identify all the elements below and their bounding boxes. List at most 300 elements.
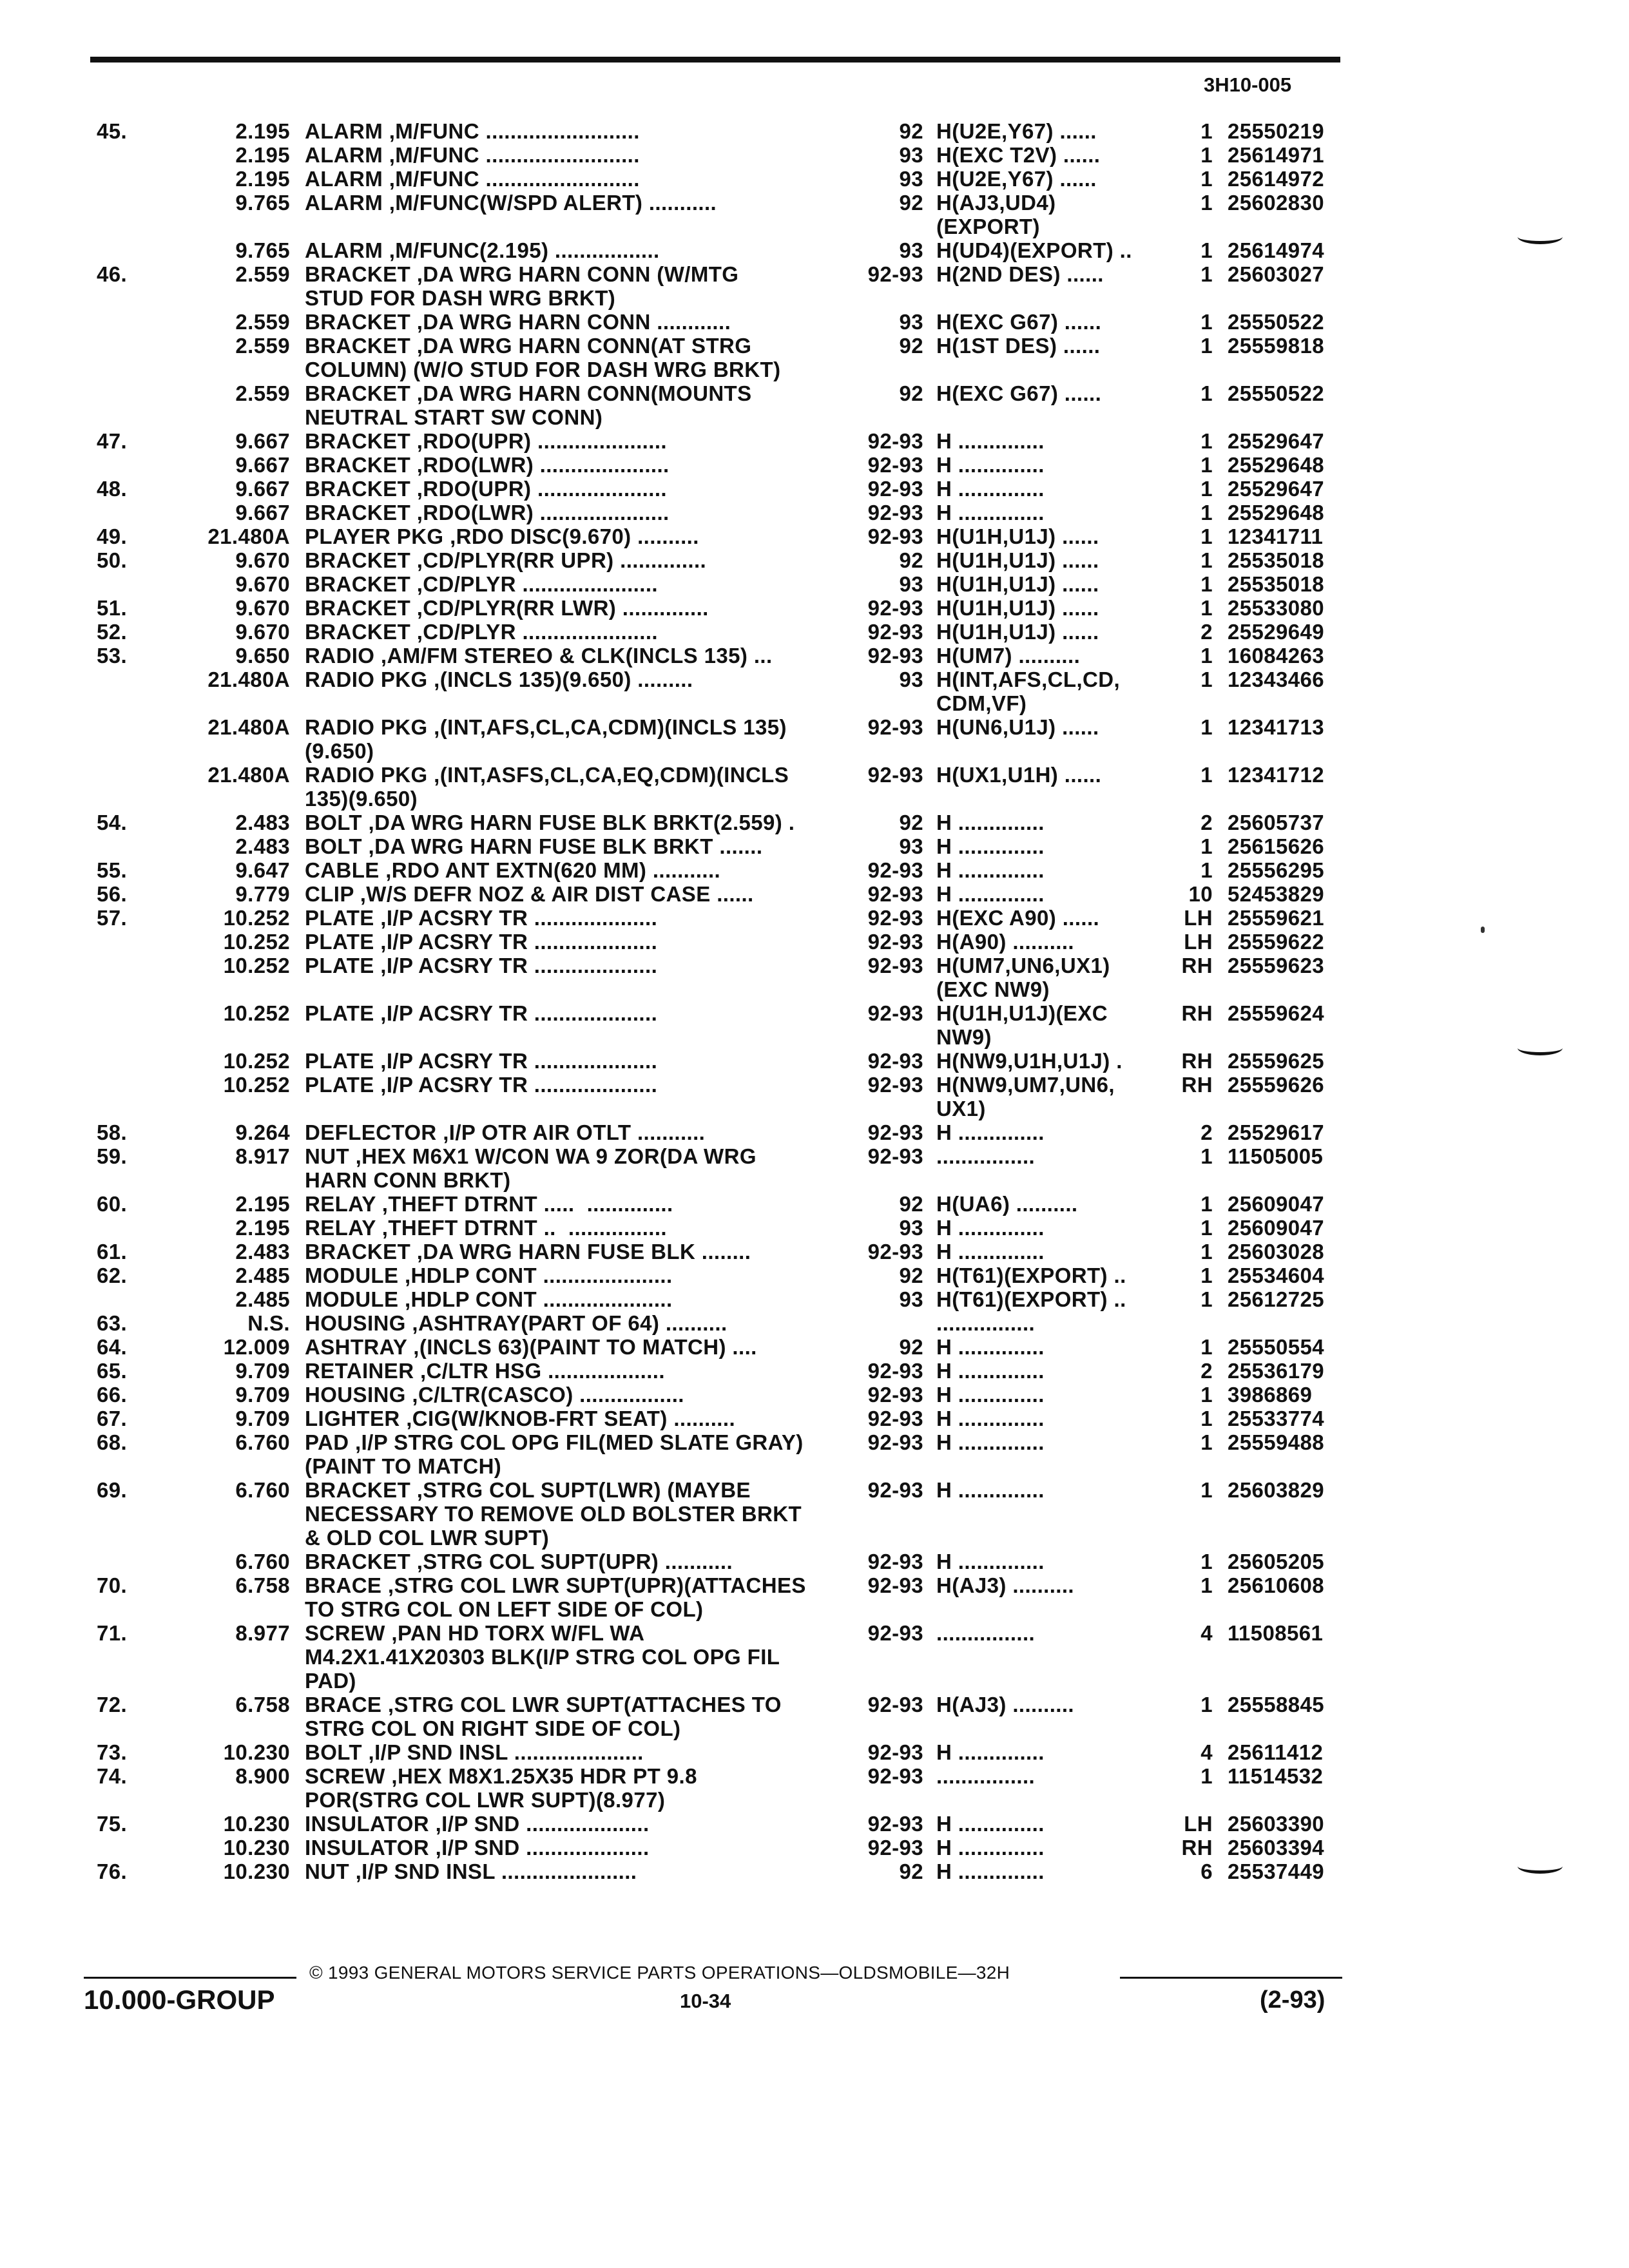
part-description: BRACKET ,DA WRG HARN CONN (W/MTG STUD FOR DASH WRG BRKT)	[305, 262, 739, 310]
usage-code: ................	[936, 1311, 1036, 1335]
group-number: 2.485	[235, 1264, 290, 1287]
quantity: 1	[1200, 1478, 1213, 1502]
table-row	[0, 477, 1629, 501]
model-year: 92-93	[867, 954, 923, 977]
model-year: 92	[899, 191, 923, 215]
quantity: RH	[1181, 1001, 1213, 1025]
ref-number: 72.	[97, 1693, 128, 1716]
usage-code: H(1ST DES) ......	[936, 334, 1101, 358]
ref-number: 75.	[97, 1812, 128, 1836]
part-description: PLATE ,I/P ACSRY TR ....................	[305, 1001, 658, 1025]
ref-number: 71.	[97, 1621, 128, 1645]
part-number: 12343466	[1228, 668, 1325, 691]
quantity: RH	[1181, 954, 1213, 977]
part-description: SCREW ,PAN HD TORX W/FL WA M4.2X1.41X20303 BLK(I/P STRG COL OPG FIL PAD)	[305, 1621, 780, 1693]
table-row	[0, 1264, 1629, 1287]
model-year: 92-93	[867, 1407, 923, 1430]
quantity: 1	[1200, 262, 1213, 286]
part-number: 25559621	[1228, 906, 1325, 930]
group-number: 2.195	[235, 1216, 290, 1240]
table-row	[0, 620, 1629, 644]
usage-code: H(U1H,U1J) ......	[936, 620, 1099, 644]
part-number: 25529617	[1228, 1120, 1325, 1144]
usage-code: H(AJ3) ..........	[936, 1693, 1075, 1716]
table-row	[0, 119, 1629, 143]
part-description: BRACKET ,RDO(UPR) .....................	[305, 477, 667, 501]
model-year: 93	[899, 310, 923, 334]
table-row	[0, 1120, 1629, 1144]
group-number: 10.252	[223, 1073, 290, 1097]
part-description: RADIO PKG ,(INCLS 135)(9.650) .........	[305, 668, 693, 691]
usage-code: H ..............	[936, 1335, 1045, 1359]
usage-code: H ..............	[936, 1812, 1045, 1836]
quantity: 2	[1200, 811, 1213, 834]
group-number: 9.779	[235, 882, 290, 906]
part-number: 12341713	[1228, 715, 1325, 739]
part-number: 11505005	[1228, 1144, 1324, 1168]
usage-code: ................	[936, 1764, 1036, 1788]
usage-code: H ..............	[936, 1216, 1045, 1240]
part-description: BRACKET ,CD/PLYR ......................	[305, 572, 658, 596]
usage-code: H(U2E,Y67) ......	[936, 167, 1097, 191]
group-number: 10.252	[223, 954, 290, 977]
group-number: 8.900	[235, 1764, 290, 1788]
usage-code: H(A90) ..........	[936, 930, 1075, 954]
part-number: 25605205	[1228, 1550, 1325, 1573]
quantity: 1	[1200, 381, 1213, 405]
quantity: 1	[1200, 501, 1213, 524]
table-row	[0, 1836, 1629, 1860]
table-row	[0, 381, 1629, 429]
model-year: 92-93	[867, 1836, 923, 1860]
table-row	[0, 1216, 1629, 1240]
group-number: 10.252	[223, 1001, 290, 1025]
model-year: 92	[899, 1335, 923, 1359]
ref-number: 67.	[97, 1407, 128, 1430]
table-row	[0, 1359, 1629, 1383]
table-row	[0, 596, 1629, 620]
usage-code: H ..............	[936, 453, 1045, 477]
usage-code: H(EXC G67) ......	[936, 310, 1102, 334]
part-number: 3986869	[1228, 1383, 1313, 1407]
model-year: 93	[899, 167, 923, 191]
table-row	[0, 1049, 1629, 1073]
model-year: 92-93	[867, 1240, 923, 1264]
ref-number: 50.	[97, 548, 128, 572]
quantity: 1	[1200, 1550, 1213, 1573]
usage-code: H ..............	[936, 501, 1045, 524]
table-row	[0, 501, 1629, 524]
part-number: 11508561	[1228, 1621, 1324, 1645]
usage-code: H(NW9,U1H,U1J) .	[936, 1049, 1123, 1073]
part-description: INSULATOR ,I/P SND ....................	[305, 1812, 650, 1836]
quantity: 10	[1188, 882, 1213, 906]
quantity: RH	[1181, 1049, 1213, 1073]
quantity: 1	[1200, 1693, 1213, 1716]
part-number: 25533080	[1228, 596, 1325, 620]
part-number: 11514532	[1228, 1764, 1324, 1788]
part-description: BRACKET ,CD/PLYR(RR UPR) ..............	[305, 548, 707, 572]
group-number: 2.485	[235, 1287, 290, 1311]
model-year: 93	[899, 572, 923, 596]
quantity: 2	[1200, 1359, 1213, 1383]
table-row	[0, 238, 1629, 262]
quantity: 1	[1200, 1144, 1213, 1168]
table-row	[0, 1001, 1629, 1049]
group-number: 21.480A	[207, 668, 290, 691]
group-number: 9.709	[235, 1407, 290, 1430]
part-number: 25556295	[1228, 858, 1325, 882]
usage-code: H ..............	[936, 1407, 1045, 1430]
model-year: 92-93	[867, 1383, 923, 1407]
group-number: 2.483	[235, 834, 290, 858]
part-description: HOUSING ,C/LTR(CASCO) .................	[305, 1383, 684, 1407]
part-number: 25603027	[1228, 262, 1325, 286]
part-number: 25603028	[1228, 1240, 1325, 1264]
table-row	[0, 167, 1629, 191]
model-year: 92-93	[867, 1144, 923, 1168]
part-description: LIGHTER ,CIG(W/KNOB-FRT SEAT) ..........	[305, 1407, 736, 1430]
usage-code: H(U1H,U1J) ......	[936, 572, 1099, 596]
usage-code: H(UN6,U1J) ......	[936, 715, 1099, 739]
model-year: 92	[899, 811, 923, 834]
table-row	[0, 1383, 1629, 1407]
ref-number: 53.	[97, 644, 128, 668]
model-year: 92	[899, 1264, 923, 1287]
group-number: 9.667	[235, 501, 290, 524]
table-row	[0, 191, 1629, 238]
part-description: BRACKET ,DA WRG HARN FUSE BLK ........	[305, 1240, 751, 1264]
table-row	[0, 882, 1629, 906]
part-description: PLATE ,I/P ACSRY TR ....................	[305, 906, 658, 930]
model-year: 93	[899, 1216, 923, 1240]
part-number: 25614971	[1228, 143, 1325, 167]
table-row	[0, 1430, 1629, 1478]
quantity: 1	[1200, 715, 1213, 739]
part-number: 25559626	[1228, 1073, 1325, 1097]
ref-number: 58.	[97, 1120, 128, 1144]
group-number: 2.195	[235, 167, 290, 191]
table-row	[0, 644, 1629, 668]
model-year: 92-93	[867, 1073, 923, 1097]
part-number: 25615626	[1228, 834, 1325, 858]
part-description: BRACE ,STRG COL LWR SUPT(UPR)(ATTACHES TO STRG COL ON LEFT SIDE OF COL)	[305, 1573, 806, 1621]
revision-date: (2-93)	[1260, 1986, 1325, 2013]
copyright-line: © 1993 GENERAL MOTORS SERVICE PARTS OPERATIONS—OLDSMOBILE—32H	[309, 1963, 1010, 1983]
quantity: 1	[1200, 1264, 1213, 1287]
group-number: 10.252	[223, 1049, 290, 1073]
table-row	[0, 1240, 1629, 1264]
group-number: 10.230	[223, 1860, 290, 1883]
part-number: 25609047	[1228, 1192, 1325, 1216]
part-description: PLATE ,I/P ACSRY TR ....................	[305, 1049, 658, 1073]
table-row	[0, 453, 1629, 477]
part-description: RADIO PKG ,(INT,ASFS,CL,CA,EQ,CDM)(INCLS 135)(9.650)	[305, 763, 789, 811]
ref-number: 46.	[97, 262, 128, 286]
part-description: BRACKET ,DA WRG HARN CONN ............	[305, 310, 731, 334]
part-description: ALARM ,M/FUNC .........................	[305, 119, 640, 143]
group-number: 8.977	[235, 1621, 290, 1645]
usage-code: H ..............	[936, 1478, 1045, 1502]
part-description: BOLT ,DA WRG HARN FUSE BLK BRKT .......	[305, 834, 763, 858]
ref-number: 61.	[97, 1240, 128, 1264]
ref-number: 65.	[97, 1359, 128, 1383]
part-description: ALARM ,M/FUNC .........................	[305, 143, 640, 167]
usage-code: H(U1H,U1J) ......	[936, 548, 1099, 572]
model-year: 93	[899, 143, 923, 167]
part-number: 25603829	[1228, 1478, 1325, 1502]
table-row	[0, 811, 1629, 834]
model-year: 92-93	[867, 1049, 923, 1073]
table-row	[0, 834, 1629, 858]
usage-code: H(U1H,U1J) ......	[936, 596, 1099, 620]
part-description: PLATE ,I/P ACSRY TR ....................	[305, 930, 658, 954]
usage-code: H(AJ3) ..........	[936, 1573, 1075, 1597]
quantity: 2	[1200, 620, 1213, 644]
part-number: 25603394	[1228, 1836, 1325, 1860]
table-row	[0, 143, 1629, 167]
group-number: 9.667	[235, 453, 290, 477]
group-number: 2.559	[235, 334, 290, 358]
part-description: ALARM ,M/FUNC(2.195) .................	[305, 238, 660, 262]
quantity: 1	[1200, 1383, 1213, 1407]
usage-code: H(UM7,UN6,UX1) (EXC NW9)	[936, 954, 1110, 1001]
part-description: CABLE ,RDO ANT EXTN(620 MM) ...........	[305, 858, 721, 882]
group-number: 6.760	[235, 1430, 290, 1454]
group-number: 9.765	[235, 191, 290, 215]
quantity: 1	[1200, 834, 1213, 858]
part-number: 25609047	[1228, 1216, 1325, 1240]
table-row	[0, 1073, 1629, 1120]
table-row	[0, 1812, 1629, 1836]
group-number: 9.264	[235, 1120, 290, 1144]
binding-mark-3	[1518, 1859, 1563, 1874]
quantity: 1	[1200, 143, 1213, 167]
usage-code: H(2ND DES) ......	[936, 262, 1104, 286]
ref-number: 70.	[97, 1573, 128, 1597]
table-row	[0, 1550, 1629, 1573]
quantity: 1	[1200, 167, 1213, 191]
table-row	[0, 715, 1629, 763]
group-number: 9.647	[235, 858, 290, 882]
part-description: BRACKET ,RDO(LWR) .....................	[305, 501, 670, 524]
quantity: 1	[1200, 1407, 1213, 1430]
quantity: 1	[1200, 238, 1213, 262]
quantity: 1	[1200, 453, 1213, 477]
group-number: 2.559	[235, 381, 290, 405]
model-year: 92-93	[867, 429, 923, 453]
part-number: 25610608	[1228, 1573, 1325, 1597]
group-number: 12.009	[223, 1335, 290, 1359]
table-row	[0, 1764, 1629, 1812]
model-year: 92	[899, 1860, 923, 1883]
quantity: 1	[1200, 1335, 1213, 1359]
quantity: 1	[1200, 310, 1213, 334]
model-year: 92-93	[867, 1359, 923, 1383]
table-row	[0, 1335, 1629, 1359]
model-year: 92-93	[867, 596, 923, 620]
part-description: BRACKET ,RDO(LWR) .....................	[305, 453, 670, 477]
model-year: 92-93	[867, 1740, 923, 1764]
table-row	[0, 1478, 1629, 1550]
part-description: RETAINER ,C/LTR HSG ...................	[305, 1359, 665, 1383]
table-row	[0, 262, 1629, 310]
table-row	[0, 1573, 1629, 1621]
group-number: 6.760	[235, 1478, 290, 1502]
group-number: 10.252	[223, 930, 290, 954]
ref-number: 51.	[97, 596, 128, 620]
part-description: MODULE ,HDLP CONT .....................	[305, 1287, 673, 1311]
ref-number: 62.	[97, 1264, 128, 1287]
group-number: 2.195	[235, 119, 290, 143]
model-year: 92-93	[867, 1693, 923, 1716]
usage-code: H ..............	[936, 1120, 1045, 1144]
model-year: 92-93	[867, 501, 923, 524]
part-number: 25529647	[1228, 477, 1325, 501]
usage-code: H(U1H,U1J)(EXC NW9)	[936, 1001, 1108, 1049]
part-number: 25559488	[1228, 1430, 1325, 1454]
part-description: BRACKET ,DA WRG HARN CONN(MOUNTS NEUTRAL START SW CONN)	[305, 381, 752, 429]
ref-number: 63.	[97, 1311, 128, 1335]
model-year: 92-93	[867, 715, 923, 739]
part-number: 25550522	[1228, 381, 1325, 405]
part-number: 12341712	[1228, 763, 1325, 787]
part-number: 52453829	[1228, 882, 1325, 906]
group-number: 10.230	[223, 1740, 290, 1764]
usage-code: H(UD4)(EXPORT) ..	[936, 238, 1132, 262]
part-description: RADIO PKG ,(INT,AFS,CL,CA,CDM)(INCLS 135) (9.650)	[305, 715, 787, 763]
part-description: PAD ,I/P STRG COL OPG FIL(MED SLATE GRAY) (PAINT TO MATCH)	[305, 1430, 804, 1478]
part-number: 16084263	[1228, 644, 1325, 668]
usage-code: H ..............	[936, 1430, 1045, 1454]
group-number: 9.670	[235, 620, 290, 644]
model-year: 92-93	[867, 906, 923, 930]
model-year: 92-93	[867, 1001, 923, 1025]
model-year: 92-93	[867, 262, 923, 286]
model-year: 92-93	[867, 1764, 923, 1788]
usage-code: H(U1H,U1J) ......	[936, 524, 1099, 548]
usage-code: H(T61)(EXPORT) ..	[936, 1264, 1126, 1287]
part-description: ALARM ,M/FUNC(W/SPD ALERT) ...........	[305, 191, 717, 215]
part-number: 12341711	[1228, 524, 1324, 548]
quantity: 6	[1200, 1860, 1213, 1883]
model-year: 92-93	[867, 882, 923, 906]
group-number: 9.709	[235, 1359, 290, 1383]
group-number: 10.252	[223, 906, 290, 930]
ref-number: 56.	[97, 882, 128, 906]
part-number: 25559625	[1228, 1049, 1325, 1073]
usage-code: H(EXC T2V) ......	[936, 143, 1101, 167]
usage-code: H ..............	[936, 1383, 1045, 1407]
ref-number: 64.	[97, 1335, 128, 1359]
usage-code: H(NW9,UM7,UN6, UX1)	[936, 1073, 1115, 1120]
model-year: 92-93	[867, 453, 923, 477]
table-row	[0, 668, 1629, 715]
usage-code: H ..............	[936, 1240, 1045, 1264]
usage-code: H(UA6) ..........	[936, 1192, 1078, 1216]
quantity: 1	[1200, 1287, 1213, 1311]
model-year: 92-93	[867, 1550, 923, 1573]
quantity: 4	[1200, 1740, 1213, 1764]
group-number: 9.709	[235, 1383, 290, 1407]
part-number: 25533774	[1228, 1407, 1325, 1430]
ref-number: 59.	[97, 1144, 128, 1168]
quantity: 1	[1200, 1240, 1213, 1264]
group-number: 10.230	[223, 1812, 290, 1836]
usage-code: H ..............	[936, 834, 1045, 858]
ref-number: 54.	[97, 811, 128, 834]
part-number: 25559818	[1228, 334, 1325, 358]
model-year: 92-93	[867, 1573, 923, 1597]
group-number: 2.559	[235, 262, 290, 286]
footer-rule-left	[84, 1977, 296, 1979]
quantity: LH	[1184, 1812, 1213, 1836]
model-year: 92-93	[867, 524, 923, 548]
usage-code: H ..............	[936, 1860, 1045, 1883]
usage-code: H ..............	[936, 858, 1045, 882]
usage-code: H ..............	[936, 1550, 1045, 1573]
part-description: ALARM ,M/FUNC .........................	[305, 167, 640, 191]
model-year: 92	[899, 381, 923, 405]
part-number: 25612725	[1228, 1287, 1325, 1311]
model-year: 92-93	[867, 1430, 923, 1454]
group-number: 6.758	[235, 1693, 290, 1716]
part-number: 25611412	[1228, 1740, 1324, 1764]
usage-code: H(UX1,U1H) ......	[936, 763, 1102, 787]
group-number: 9.765	[235, 238, 290, 262]
group-number: N.S.	[247, 1311, 290, 1335]
usage-code: H(INT,AFS,CL,CD, CDM,VF)	[936, 668, 1121, 715]
group-number: 21.480A	[207, 715, 290, 739]
table-row	[0, 1693, 1629, 1740]
top-rule	[90, 57, 1340, 62]
model-year: 92-93	[867, 620, 923, 644]
part-number: 25603390	[1228, 1812, 1325, 1836]
part-description: BRACKET ,DA WRG HARN CONN(AT STRG COLUMN) (W/O STUD FOR DASH WRG BRKT)	[305, 334, 781, 381]
group-number: 2.483	[235, 811, 290, 834]
usage-code: H ..............	[936, 477, 1045, 501]
part-description: BRACKET ,CD/PLYR(RR LWR) ..............	[305, 596, 709, 620]
ref-number: 68.	[97, 1430, 128, 1454]
quantity: RH	[1181, 1073, 1213, 1097]
binding-mark-1	[1518, 229, 1563, 244]
usage-code: H(EXC G67) ......	[936, 381, 1102, 405]
group-number: 9.670	[235, 596, 290, 620]
usage-code: H ..............	[936, 1359, 1045, 1383]
model-year: 92-93	[867, 477, 923, 501]
part-description: NUT ,I/P SND INSL ......................	[305, 1860, 637, 1883]
usage-code: ................	[936, 1621, 1036, 1645]
ref-number: 47.	[97, 429, 128, 453]
quantity: LH	[1184, 906, 1213, 930]
usage-code: H(U2E,Y67) ......	[936, 119, 1097, 143]
part-description: RELAY ,THEFT DTRNT .. ................	[305, 1216, 667, 1240]
quantity: 1	[1200, 763, 1213, 787]
part-description: MODULE ,HDLP CONT .....................	[305, 1264, 673, 1287]
part-number: 25550219	[1228, 119, 1325, 143]
usage-code: ................	[936, 1144, 1036, 1168]
part-number: 25529647	[1228, 429, 1325, 453]
table-row	[0, 1311, 1629, 1335]
part-number: 25550554	[1228, 1335, 1325, 1359]
ref-number: 57.	[97, 906, 128, 930]
model-year: 92-93	[867, 644, 923, 668]
table-row	[0, 1860, 1629, 1883]
ref-number: 66.	[97, 1383, 128, 1407]
part-description: CLIP ,W/S DEFR NOZ & AIR DIST CASE ......	[305, 882, 754, 906]
table-row	[0, 1740, 1629, 1764]
part-number: 25536179	[1228, 1359, 1325, 1383]
